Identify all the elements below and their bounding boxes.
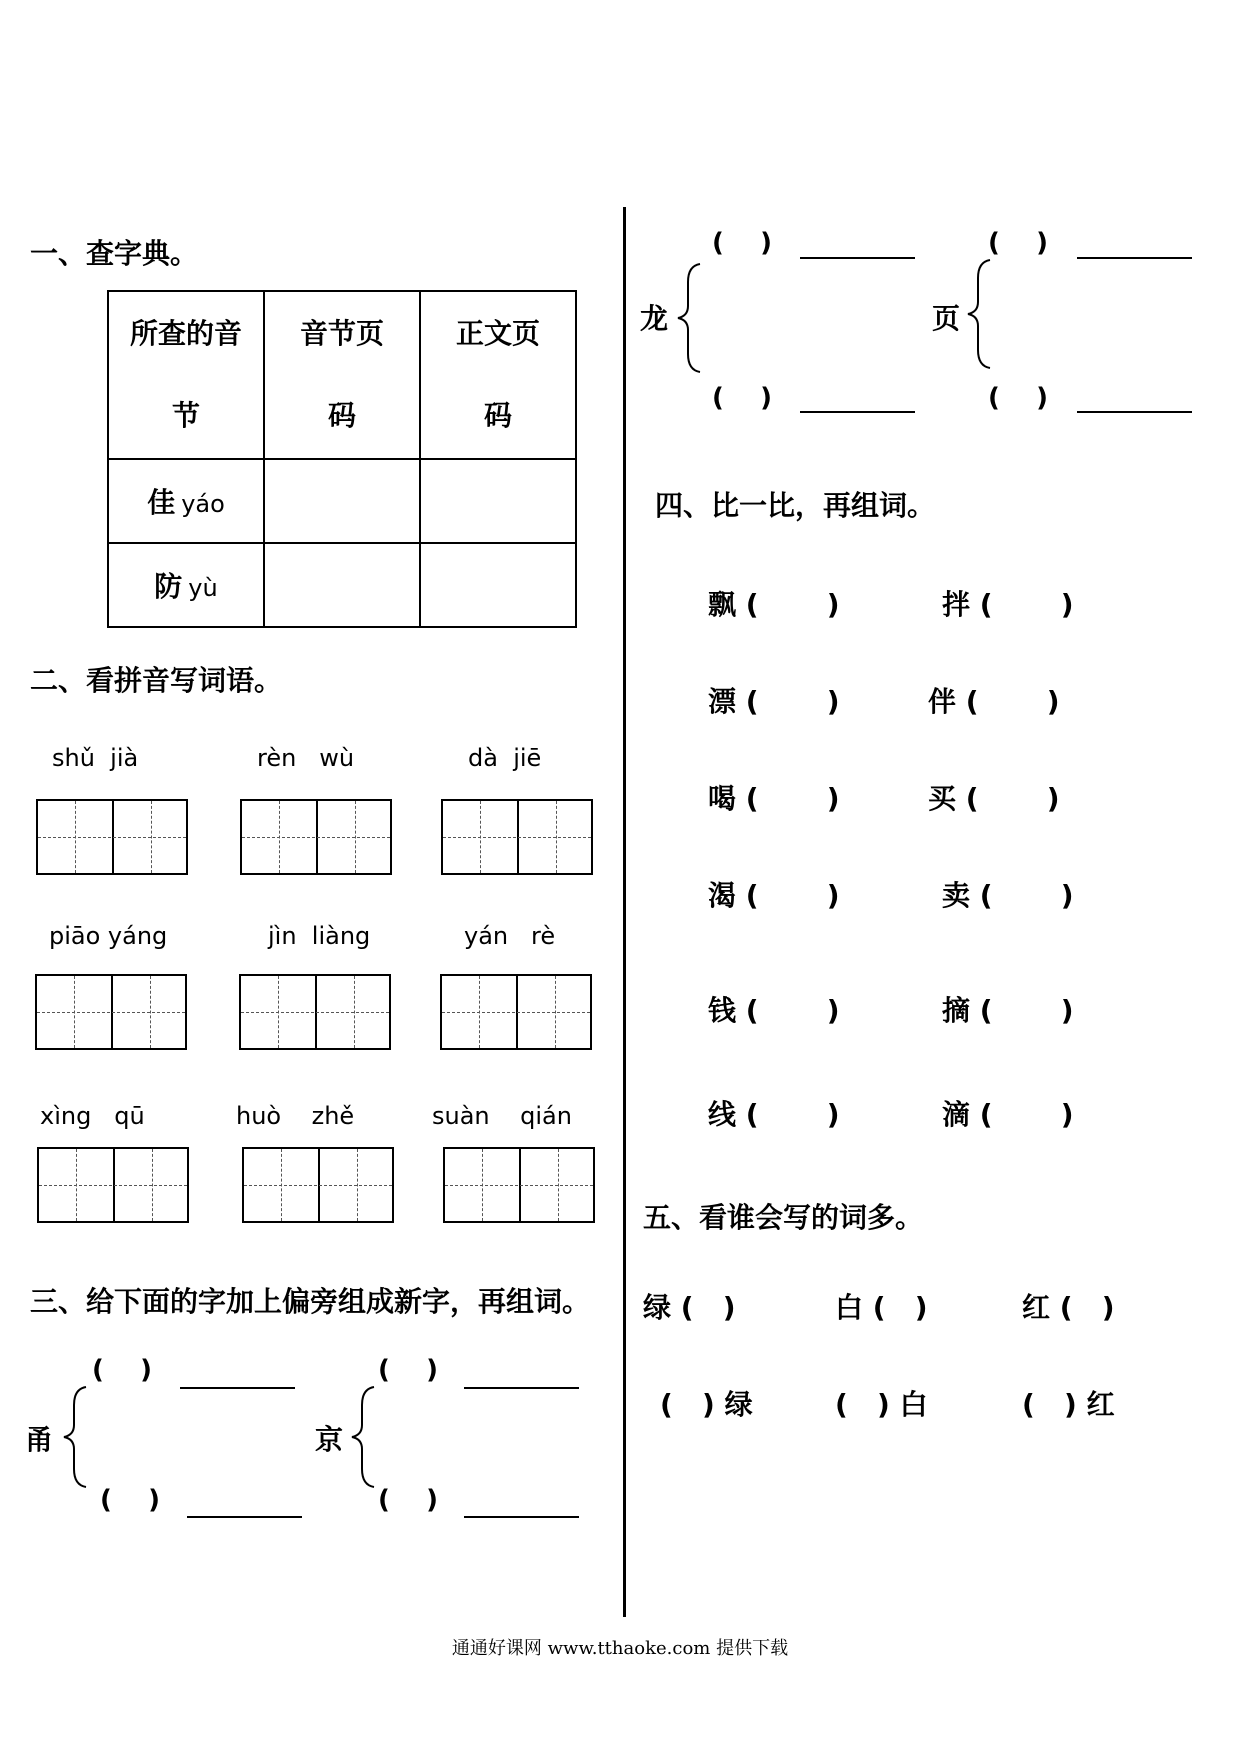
paren-blank[interactable]: ( ) — [378, 1485, 438, 1515]
brace-char: 龙 — [640, 302, 669, 335]
brace-char: 甬 — [25, 1423, 54, 1456]
pinyin-label: yán rè — [464, 922, 556, 950]
section1-title: 一、查字典。 — [30, 237, 199, 270]
answer-line[interactable] — [1077, 411, 1192, 413]
brace-icon — [676, 262, 704, 374]
brace-icon — [350, 1385, 378, 1489]
pinyin-label: rèn wù — [257, 744, 355, 772]
writing-grid[interactable] — [443, 1147, 595, 1223]
answer-line[interactable] — [464, 1516, 579, 1518]
paren-blank[interactable]: ( ) — [92, 1355, 152, 1385]
pinyin-label: shǔ jià — [52, 744, 139, 772]
writing-grid[interactable] — [36, 799, 188, 875]
word-blank[interactable]: 白 ( ) — [835, 1291, 928, 1324]
word-blank[interactable]: 绿 ( ) — [643, 1291, 736, 1324]
writing-grid[interactable] — [441, 799, 593, 875]
writing-grid[interactable] — [37, 1147, 189, 1223]
compare-item[interactable]: 摘 ( ) — [942, 994, 1074, 1027]
compare-item[interactable]: 拌 ( ) — [942, 588, 1074, 621]
answer-line[interactable] — [800, 257, 915, 259]
brace-icon — [62, 1385, 90, 1489]
word-blank[interactable]: ( ) 绿 — [660, 1388, 753, 1421]
word-blank[interactable]: ( ) 红 — [1022, 1388, 1115, 1421]
header-syllable-page: 音节页 码 — [264, 291, 420, 459]
pinyin-label: jìn liàng — [268, 922, 371, 950]
header-text-page: 正文页 码 — [420, 291, 576, 459]
pinyin-label: xìng qū — [40, 1102, 145, 1130]
compare-item[interactable]: 滴 ( ) — [942, 1098, 1074, 1131]
pinyin-label: suàn qián — [432, 1102, 572, 1130]
paren-blank[interactable]: ( ) — [988, 228, 1048, 258]
section2-title: 二、看拼音写词语。 — [30, 664, 283, 697]
header-syllable: 所查的音 节 — [108, 291, 264, 459]
writing-grid[interactable] — [440, 974, 592, 1050]
word-blank[interactable]: ( ) 白 — [835, 1388, 928, 1421]
compare-item[interactable]: 买 ( ) — [928, 782, 1060, 815]
table-cell-syllable: 佳 yáo — [108, 459, 264, 543]
answer-line[interactable] — [187, 1516, 302, 1518]
answer-line[interactable] — [800, 411, 915, 413]
section4-title: 四、比一比，再组词。 — [655, 489, 936, 522]
writing-grid[interactable] — [35, 974, 187, 1050]
pinyin-label: dà jiē — [468, 744, 542, 772]
column-divider — [623, 207, 626, 1617]
footer-credit: 通通好课网 www.tthaoke.com 提供下载 — [451, 1638, 789, 1659]
compare-item[interactable]: 钱 ( ) — [708, 994, 840, 1027]
compare-item[interactable]: 渴 ( ) — [708, 879, 840, 912]
paren-blank[interactable]: ( ) — [378, 1355, 438, 1385]
compare-item[interactable]: 漂 ( ) — [708, 685, 840, 718]
table-cell-blank[interactable] — [420, 543, 576, 627]
compare-item[interactable]: 线 ( ) — [708, 1098, 840, 1131]
table-cell-blank[interactable] — [264, 459, 420, 543]
table-cell-syllable: 防 yù — [108, 543, 264, 627]
brace-char: 页 — [932, 302, 961, 335]
word-blank[interactable]: 红 ( ) — [1022, 1291, 1115, 1324]
brace-char: 京 — [315, 1423, 344, 1456]
paren-blank[interactable]: ( ) — [988, 383, 1048, 413]
compare-item[interactable]: 飘 ( ) — [708, 588, 840, 621]
writing-grid[interactable] — [242, 1147, 394, 1223]
pinyin-label: huò zhě — [236, 1102, 355, 1130]
dictionary-table — [107, 290, 577, 628]
section5-title: 五、看谁会写的词多。 — [643, 1201, 924, 1234]
paren-blank[interactable]: ( ) — [712, 228, 772, 258]
table-cell-blank[interactable] — [264, 543, 420, 627]
compare-item[interactable]: 喝 ( ) — [708, 782, 840, 815]
paren-blank[interactable]: ( ) — [100, 1485, 160, 1515]
brace-icon — [966, 258, 994, 370]
answer-line[interactable] — [464, 1387, 579, 1389]
paren-blank[interactable]: ( ) — [712, 383, 772, 413]
section3-title: 三、给下面的字加上偏旁组成新字，再组词。 — [30, 1285, 591, 1318]
table-cell-blank[interactable] — [420, 459, 576, 543]
writing-grid[interactable] — [239, 974, 391, 1050]
compare-item[interactable]: 伴 ( ) — [928, 685, 1060, 718]
compare-item[interactable]: 卖 ( ) — [942, 879, 1074, 912]
pinyin-label: piāo yáng — [49, 922, 168, 950]
answer-line[interactable] — [180, 1387, 295, 1389]
writing-grid[interactable] — [240, 799, 392, 875]
answer-line[interactable] — [1077, 257, 1192, 259]
